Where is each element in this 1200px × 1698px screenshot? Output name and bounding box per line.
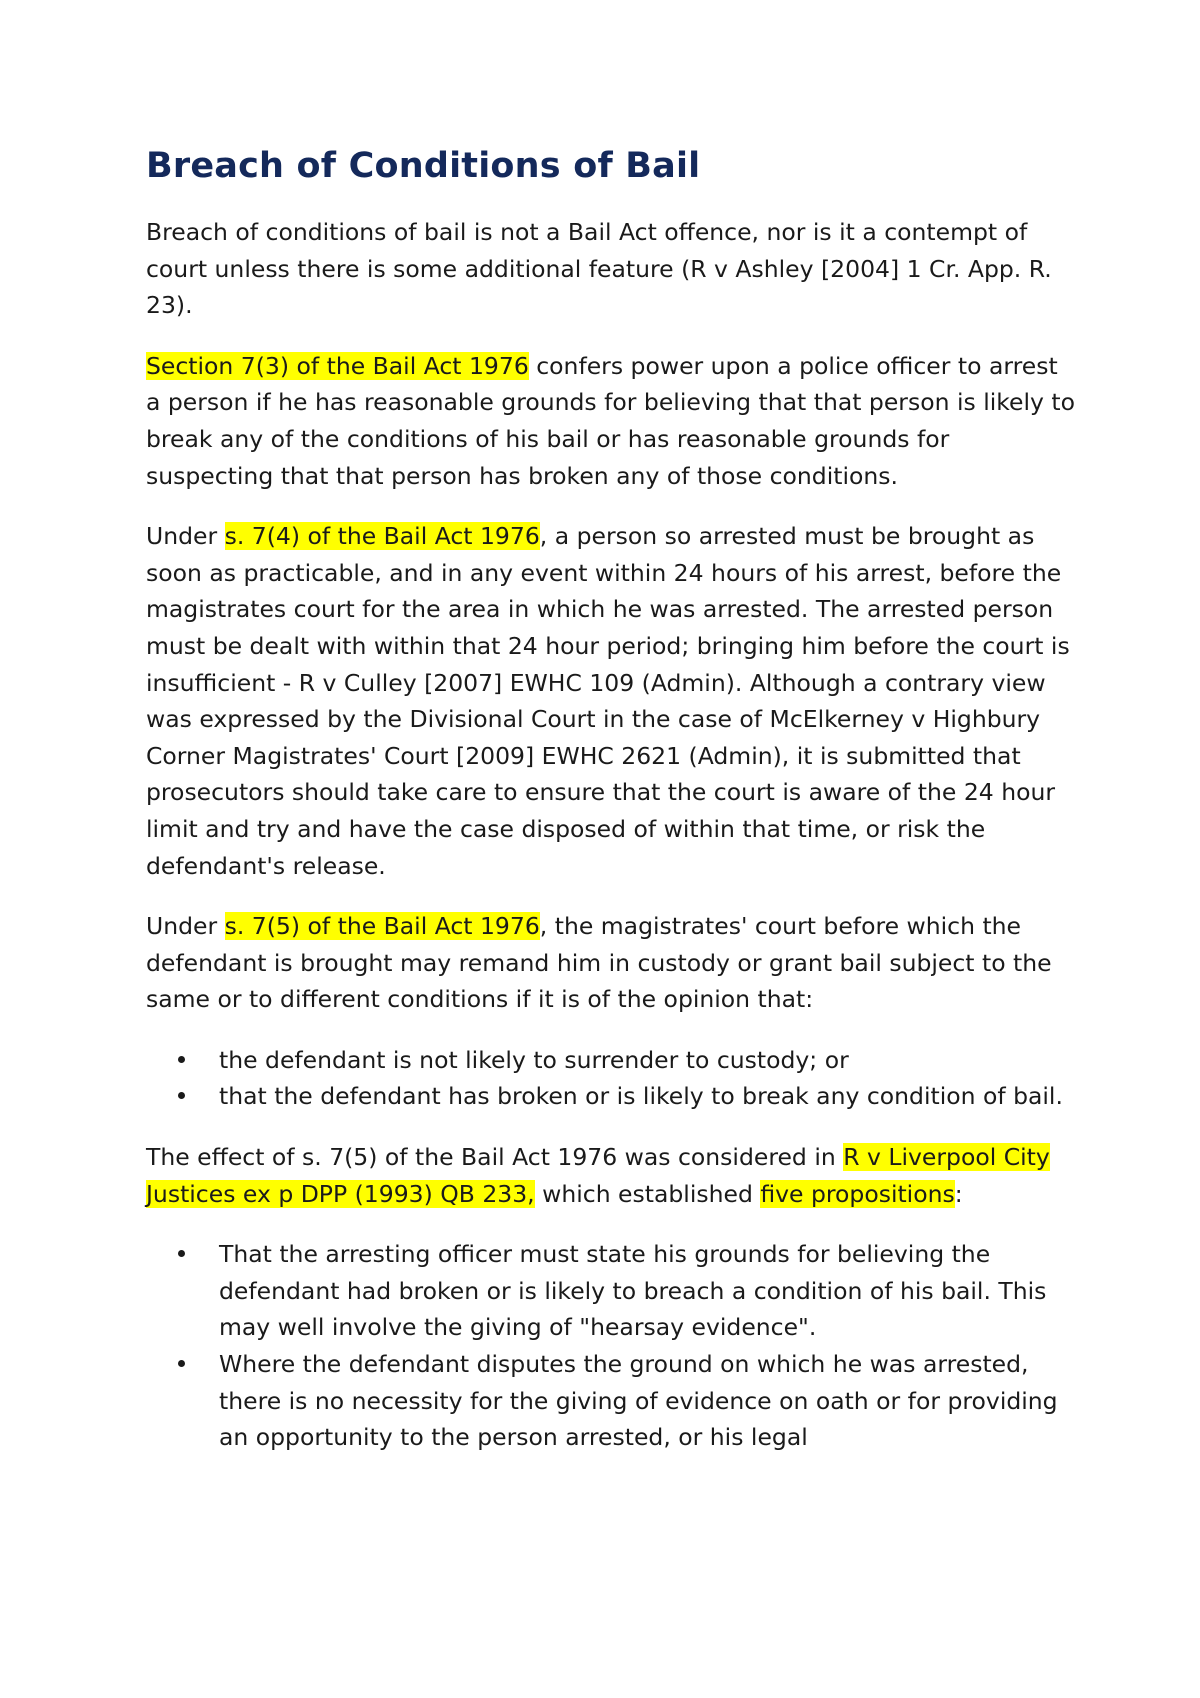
paragraph-text: which established xyxy=(534,1179,761,1208)
paragraph-lead: Under xyxy=(146,912,225,941)
highlight-section-7-3: Section 7(3) of the Bail Act 1976 xyxy=(146,351,529,380)
paragraph-text: confers power upon a police officer to arrest a person if he has reasonable grounds for believing that that person is likely to break any of the conditions of his bail or has reasonable grounds for suspecting that that person has broken any of those conditions. xyxy=(146,351,1075,490)
opinion-list xyxy=(146,1042,1076,1115)
paragraph-section-7-4 xyxy=(146,518,1076,884)
list-item: Where the defendant disputes the ground on which he was arrested, there is no necessity for the giving of evidence on oath or for providing an opportunity to the person arrested, or his legal xyxy=(219,1346,1076,1456)
list-item: That the arresting officer must state his grounds for believing the defendant had broken or is likely to breach a condition of his bail. This may well involve the giving of "hearsay evidence". xyxy=(219,1236,1076,1346)
paragraph-text: , the magistrates' court before which the defendant is brought may remand him in custody or grant bail subject to the same or to different conditions if it is of the opinion that: xyxy=(146,912,1052,1014)
paragraph-lead: Under xyxy=(146,522,225,551)
list-item: that the defendant has broken or is likely to break any condition of bail. xyxy=(219,1078,1076,1115)
paragraph-section-7-3 xyxy=(146,348,1076,494)
document-page xyxy=(146,140,1076,1456)
paragraph-lead: The effect of s. 7(5) of the Bail Act 1976 was considered in xyxy=(146,1143,844,1172)
highlight-five-propositions: five propositions xyxy=(760,1179,955,1208)
document-title: Breach of Conditions of Bail xyxy=(146,146,701,186)
highlight-section-7-4: s. 7(4) of the Bail Act 1976 xyxy=(224,522,540,551)
paragraph-text: , a person so arrested must be brought as soon as practicable, and in any event within 24 hours of his arrest, before the magistrates court for the area in which he was arrested. The arrested person must be dealt with within that 24 hour period; bringing him before the court is insufficient - R v Culley [2007] EWHC 109 (Admin). Although a contrary view was expressed by the Divisional Court in the case of McElkerney v Highbury Corner Magistrates' Court [2009] EWHC 2621 (Admin), it is submitted that prosecutors should take care to ensure that the court is aware of the 24 hour limit and try and have the case disposed of within that time, or risk the defendant's release. xyxy=(146,522,1070,880)
highlight-section-7-5: s. 7(5) of the Bail Act 1976 xyxy=(224,912,540,941)
list-item: the defendant is not likely to surrender to custody; or xyxy=(219,1042,1076,1079)
highlight-case-citation: R v Liverpool City Justices ex p DPP (1993) QB 233, xyxy=(146,1143,1050,1208)
paragraph-intro: Breach of conditions of bail is not a Bail Act offence, nor is it a contempt of court unless there is some additional feature (R v Ashley [2004] 1 Cr. App. R. 23). xyxy=(146,218,1052,320)
paragraph-end: : xyxy=(954,1179,963,1208)
propositions-list xyxy=(146,1236,1076,1456)
paragraph-section-7-5 xyxy=(146,908,1076,1018)
paragraph-effect xyxy=(146,1139,1076,1212)
